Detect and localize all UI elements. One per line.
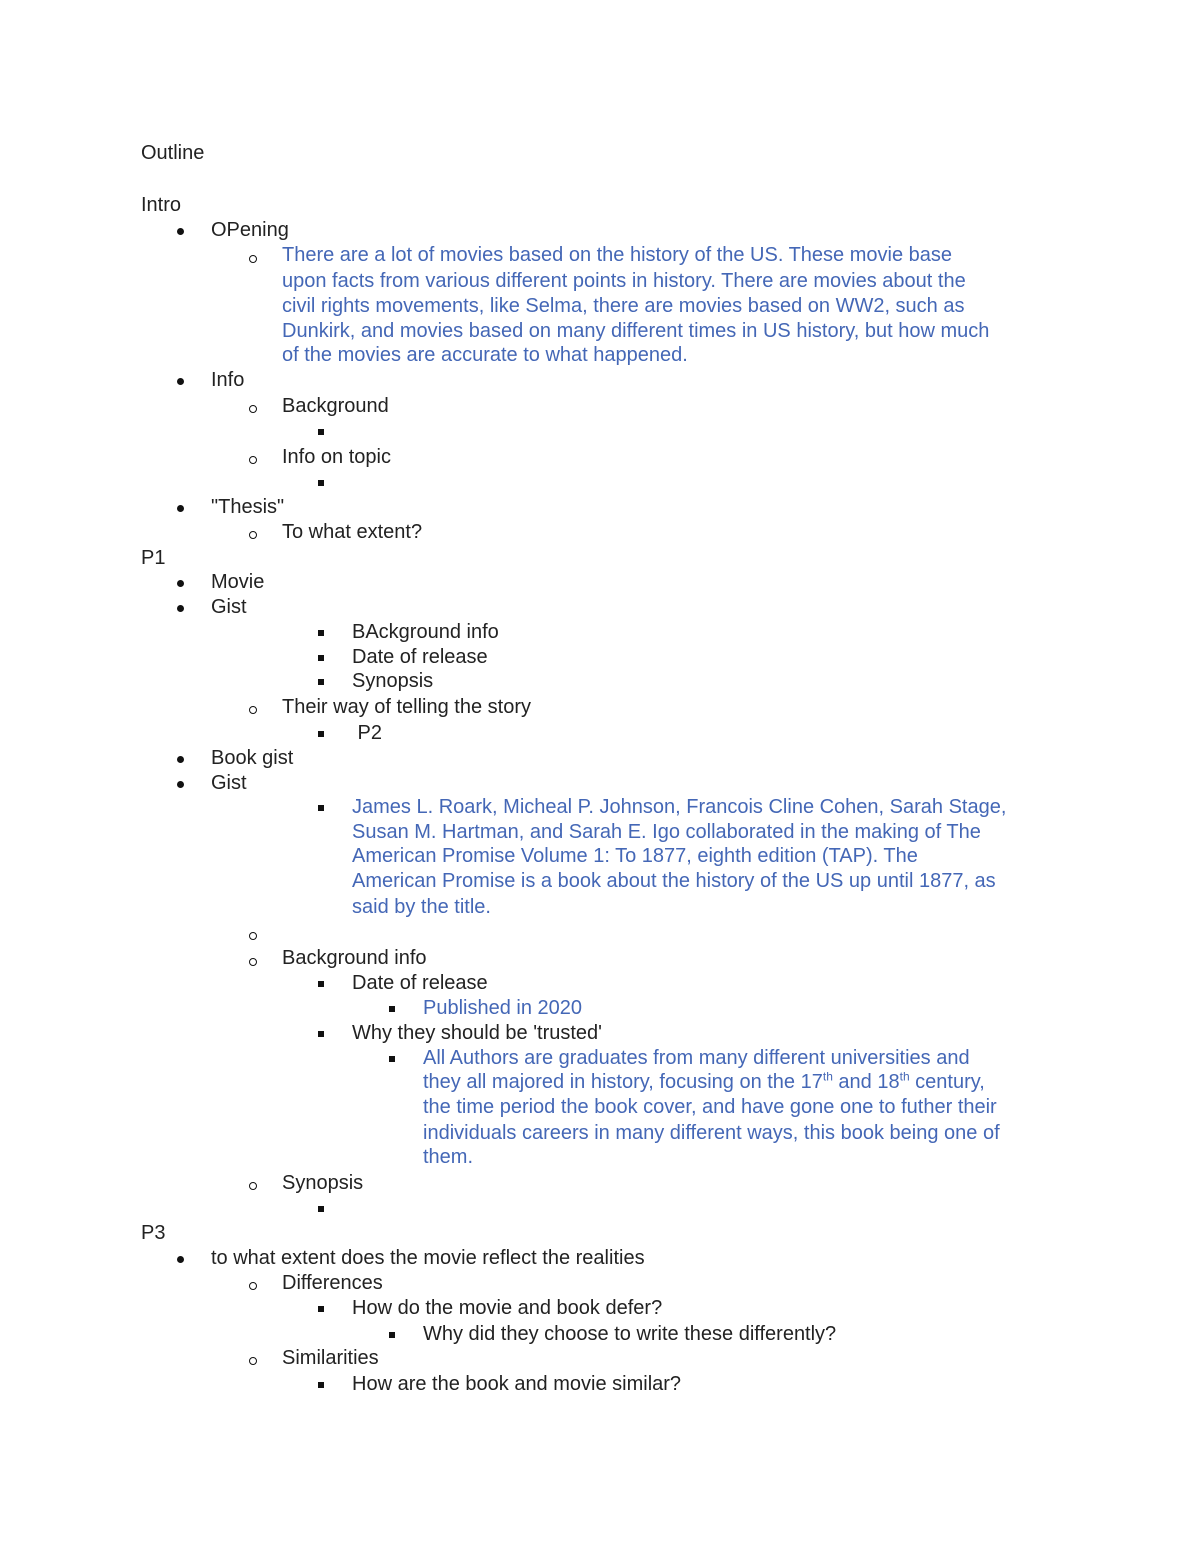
section-heading-p1: P1 xyxy=(141,547,166,569)
trusted-text-line: them. xyxy=(423,1146,474,1168)
trusted-text-segment: and 18 xyxy=(832,1071,900,1093)
outline-item-why-differently: Why did they choose to write these differently? xyxy=(423,1323,837,1345)
hollow-bullet-icon xyxy=(249,706,257,714)
section-heading-intro: Intro xyxy=(141,194,182,216)
outline-item-background-info-2: Background info xyxy=(282,947,427,969)
square-bullet-icon xyxy=(318,429,324,435)
opening-text-line: of the movies are accurate to what happened. xyxy=(282,344,688,366)
square-bullet-icon xyxy=(318,1031,324,1037)
superscript-th: th xyxy=(899,1069,910,1084)
hollow-bullet-icon xyxy=(249,405,257,413)
bullet-icon xyxy=(177,781,184,788)
hollow-bullet-icon xyxy=(249,958,257,966)
hollow-bullet-icon xyxy=(249,255,257,263)
square-bullet-icon xyxy=(389,1332,395,1338)
hollow-bullet-icon xyxy=(249,932,257,940)
outline-item-telling-story: Their way of telling the story xyxy=(282,696,531,718)
bullet-icon xyxy=(177,378,184,385)
trusted-text-line: All Authors are graduates from many different universities and xyxy=(423,1047,970,1069)
opening-text-line: There are a lot of movies based on the history of the US. These movie base xyxy=(282,244,952,266)
outline-item-defer: How do the movie and book defer? xyxy=(352,1297,663,1319)
hollow-bullet-icon xyxy=(249,1357,257,1365)
bullet-icon xyxy=(177,580,184,587)
square-bullet-icon xyxy=(318,981,324,987)
trusted-text-line: the time period the book cover, and have gone one to futher their xyxy=(423,1096,997,1118)
trusted-text-line: individuals careers in many different ways, this book being one of xyxy=(423,1122,1000,1144)
bullet-icon xyxy=(177,605,184,612)
outline-item-date-of-release: Date of release xyxy=(352,646,488,668)
outline-item-book-gist: Book gist xyxy=(211,747,294,769)
outline-item-similarities: Similarities xyxy=(282,1347,379,1369)
outline-item-date-of-release-2: Date of release xyxy=(352,972,488,994)
outline-item-trusted: Why they should be 'trusted' xyxy=(352,1022,602,1044)
square-bullet-icon xyxy=(318,731,324,737)
outline-item-opening: OPening xyxy=(211,219,289,241)
document-title: Outline xyxy=(141,142,205,164)
outline-item-gist: Gist xyxy=(211,596,247,618)
square-bullet-icon xyxy=(318,655,324,661)
outline-item-extent: to what extent does the movie reflect the realities xyxy=(211,1247,645,1269)
square-bullet-icon xyxy=(318,1306,324,1312)
square-bullet-icon xyxy=(318,1382,324,1388)
published-text: Published in 2020 xyxy=(423,997,583,1019)
outline-item-synopsis-2: Synopsis xyxy=(282,1172,364,1194)
section-heading-p3: P3 xyxy=(141,1222,166,1244)
opening-text-line: civil rights movements, like Selma, there are movies based on WW2, such as xyxy=(282,295,965,317)
square-bullet-icon xyxy=(318,679,324,685)
trusted-text-segment: century, xyxy=(909,1071,985,1093)
square-bullet-icon xyxy=(318,1206,324,1212)
outline-item-synopsis: Synopsis xyxy=(352,670,434,692)
opening-text-line: upon facts from various different points in history. There are movies about the xyxy=(282,270,966,292)
square-bullet-icon xyxy=(318,805,324,811)
hollow-bullet-icon xyxy=(249,1282,257,1290)
square-bullet-icon xyxy=(318,630,324,636)
hollow-bullet-icon xyxy=(249,1182,257,1190)
square-bullet-icon xyxy=(389,1056,395,1062)
outline-item-thesis: "Thesis" xyxy=(211,496,285,518)
square-bullet-icon xyxy=(389,1006,395,1012)
outline-item-differences: Differences xyxy=(282,1272,383,1294)
superscript-th: th xyxy=(822,1069,833,1084)
square-bullet-icon xyxy=(318,480,324,486)
authors-text-line: Susan M. Hartman, and Sarah E. Igo collaborated in the making of The xyxy=(352,821,981,843)
outline-item-info-on-topic: Info on topic xyxy=(282,446,391,468)
bullet-icon xyxy=(177,1256,184,1263)
outline-item-movie: Movie xyxy=(211,571,265,593)
bullet-icon xyxy=(177,228,184,235)
opening-text-line: Dunkirk, and movies based on many different times in US history, but how much xyxy=(282,320,990,342)
outline-item-gist-2: Gist xyxy=(211,772,247,794)
outline-item-to-what-extent: To what extent? xyxy=(282,521,423,543)
authors-text-line: American Promise is a book about the history of the US up until 1877, as xyxy=(352,870,996,892)
authors-text-line: said by the title. xyxy=(352,896,491,918)
outline-item-p2: P2 xyxy=(352,722,383,744)
outline-item-background: Background xyxy=(282,395,389,417)
trusted-text-line xyxy=(423,1070,985,1095)
authors-text-line: James L. Roark, Micheal P. Johnson, Francois Cline Cohen, Sarah Stage, xyxy=(352,796,1007,818)
outline-item-background-info: BAckground info xyxy=(352,621,499,643)
trusted-text-segment: they all majored in history, focusing on the 17 xyxy=(423,1071,823,1093)
hollow-bullet-icon xyxy=(249,531,257,539)
outline-item-similar: How are the book and movie similar? xyxy=(352,1373,682,1395)
authors-text-line: American Promise Volume 1: To 1877, eighth edition (TAP). The xyxy=(352,845,918,867)
bullet-icon xyxy=(177,505,184,512)
outline-item-info: Info xyxy=(211,369,245,391)
hollow-bullet-icon xyxy=(249,456,257,464)
bullet-icon xyxy=(177,756,184,763)
